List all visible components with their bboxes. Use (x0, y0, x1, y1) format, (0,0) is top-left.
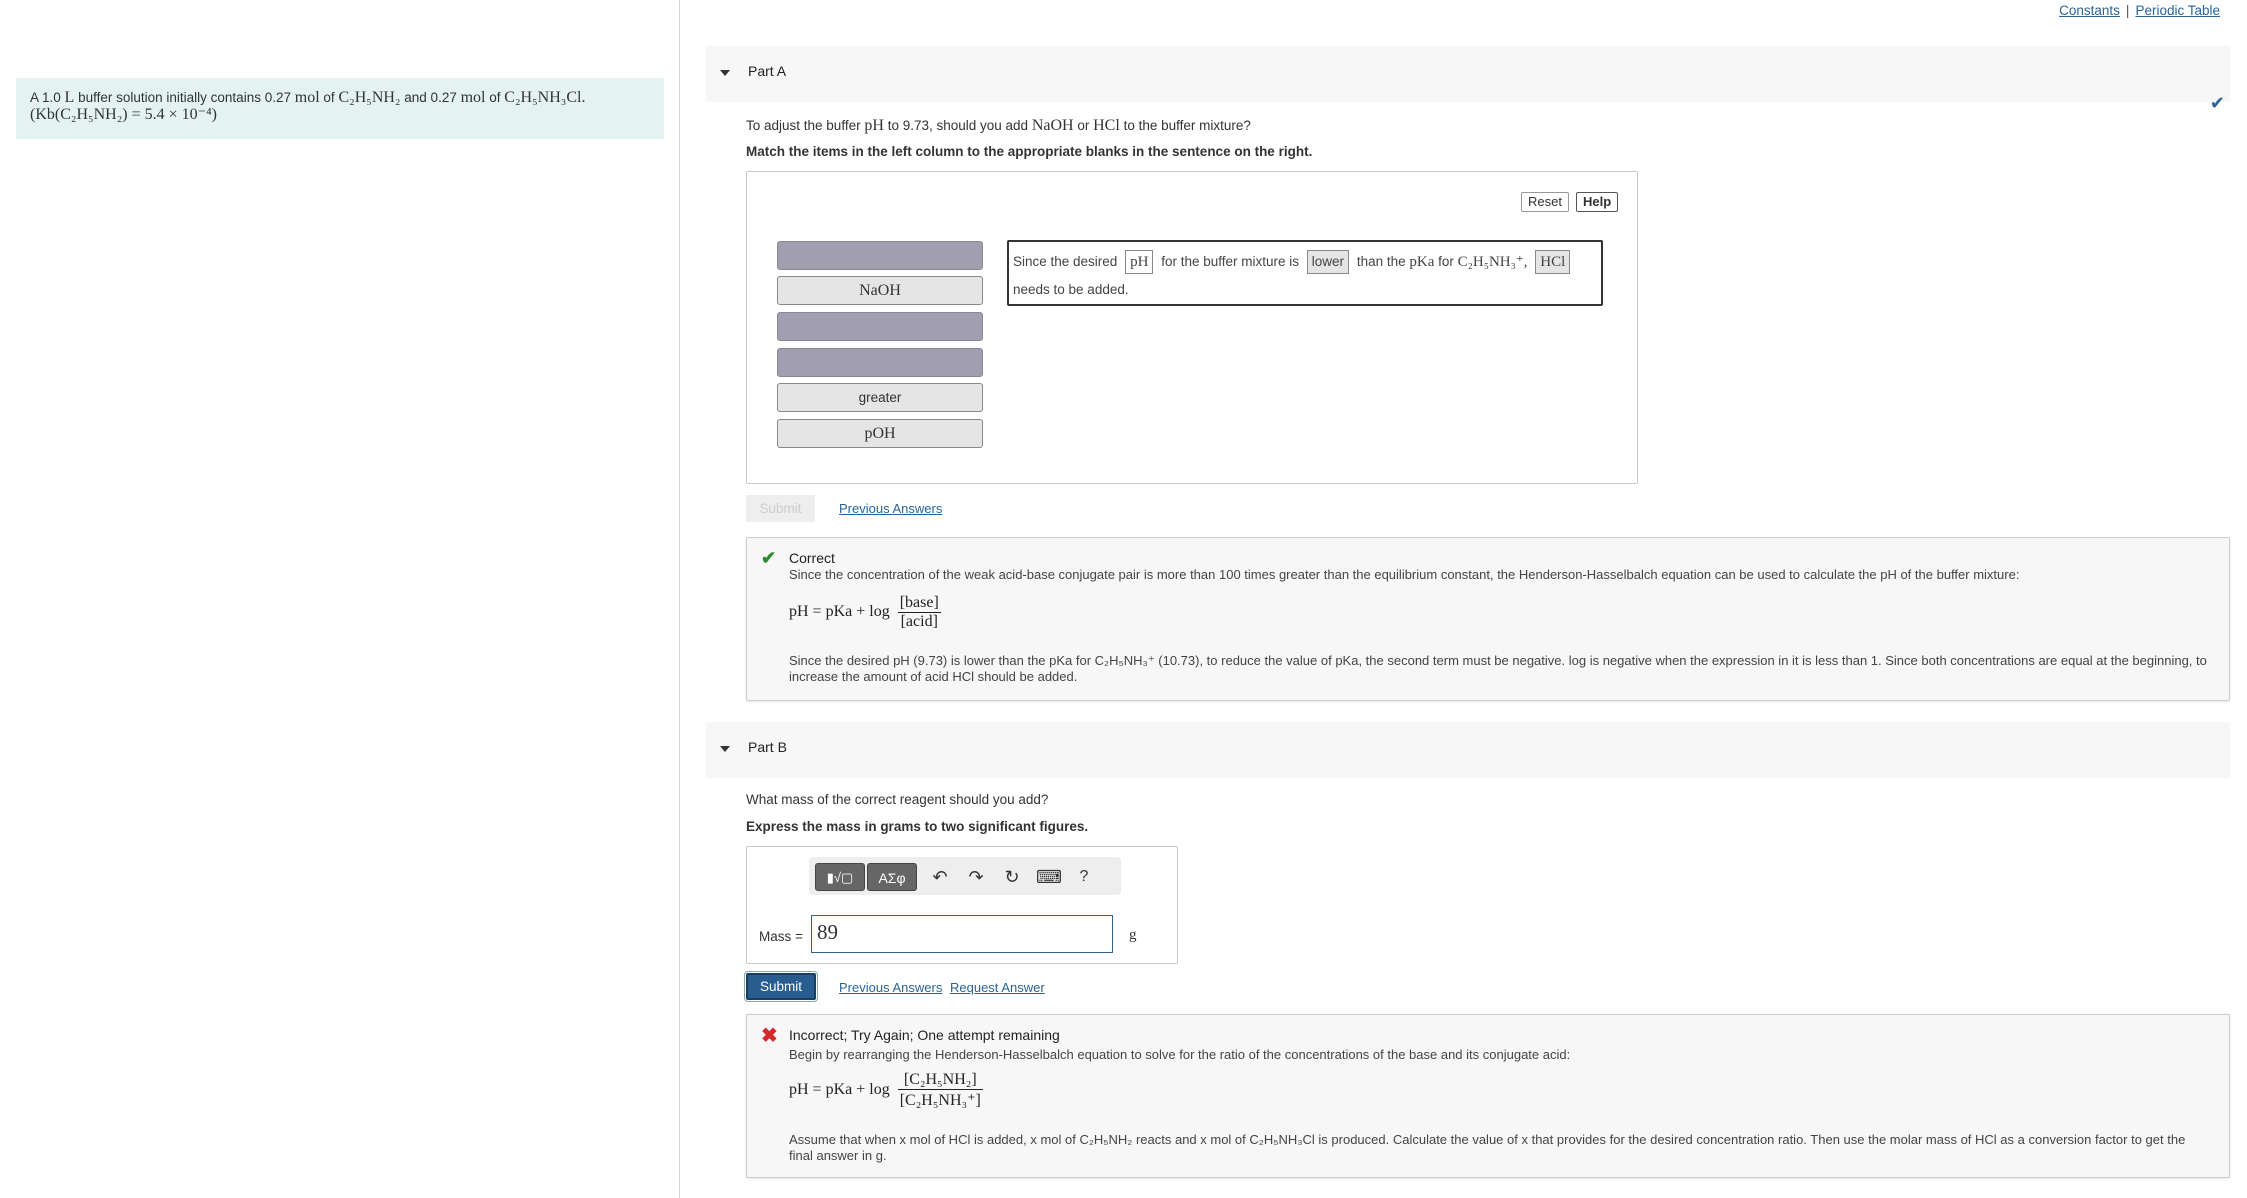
sentence-text: needs to be added. (1013, 282, 1129, 297)
help-icon[interactable]: ? (1079, 868, 1089, 885)
math-toolbar (809, 857, 1121, 895)
problem-text: of (323, 90, 335, 105)
part-a-submit-button[interactable]: Submit (746, 495, 815, 522)
equation-fraction (898, 594, 941, 631)
feedback-text: Assume that when x mol of HCl is added, x mol of C₂H₅NH₂ reacts and x mol of C₂H₅NH₃Cl is produced. Calculate the value of x that provides for the desired concentration ratio. Then use the molar mass of HCl as a conversion factor to get the final answer in g. (789, 1132, 2186, 1163)
sentence-formula: pKa (1409, 254, 1435, 270)
part-b-feedback (746, 1014, 2230, 1178)
question-formula: HCl (1093, 117, 1120, 134)
drag-tile-empty[interactable] (777, 312, 983, 341)
problem-statement (16, 78, 664, 139)
part-b-submit-button[interactable]: Submit (746, 973, 816, 1000)
part-a-previous-answers-link[interactable]: Previous Answers (839, 501, 943, 516)
mass-label: Mass = (759, 929, 803, 944)
henderson-hasselbalch-equation (789, 1071, 983, 1110)
request-answer-link[interactable]: Request Answer (950, 980, 1045, 995)
problem-text: buffer solution initially contains 0.27 (78, 90, 291, 105)
collapse-caret-icon[interactable] (720, 746, 730, 752)
keyboard-icon[interactable]: ⌨ (1036, 867, 1062, 887)
question-text: to the buffer mixture? (1123, 118, 1251, 133)
sentence-text: for (1438, 254, 1454, 269)
answer-area (746, 846, 1178, 964)
problem-formula: C₂H₅NH₃Cl. (504, 89, 586, 106)
tile-label: NaOH (859, 282, 901, 299)
question-text: to 9.73, should you add (887, 118, 1029, 133)
undo-icon[interactable]: ↶ (932, 867, 948, 887)
drag-tile[interactable] (777, 419, 983, 448)
constants-link[interactable]: Constants (2059, 3, 2120, 18)
kb-value: (Kb(C₂H₅NH₂) = 5.4 × 10⁻⁴) (30, 106, 218, 123)
redo-icon[interactable]: ↷ (968, 867, 984, 887)
drag-tile[interactable] (777, 276, 983, 305)
equation-lhs: pH = pKa + log (789, 603, 890, 621)
blank-slot[interactable]: HCl (1535, 250, 1570, 274)
blank-slot[interactable]: pH (1125, 250, 1153, 274)
part-b-instruction: Express the mass in grams to two significant figures. (746, 819, 1089, 834)
top-links (2059, 3, 2220, 18)
fraction-numerator: [base] (899, 594, 939, 611)
feedback-text: Since the concentration of the weak acid-base conjugate pair is more than 100 times greater than the equilibrium constant, the Henderson-Hasselbalch equation can be used to calculate the pH of the buffer mixture: (789, 567, 2020, 582)
problem-unit: L (64, 89, 75, 106)
left-panel (0, 0, 680, 1198)
part-b-header[interactable] (706, 722, 2230, 778)
drag-drop-area (746, 171, 1638, 484)
collapse-caret-icon[interactable] (720, 70, 730, 76)
problem-unit: mol (294, 89, 320, 106)
incorrect-x-icon: ✖ (761, 1025, 778, 1047)
equation-fraction (898, 1071, 983, 1110)
part-b-title: Part B (748, 739, 787, 755)
part-a-complete-check-icon: ✔ (2209, 93, 2225, 113)
sentence-text: Since the desired (1013, 254, 1118, 269)
sentence-formula: C₂H₅NH₃⁺, (1457, 254, 1528, 270)
question-text: To adjust the buffer (746, 118, 861, 133)
help-button[interactable]: Help (1576, 192, 1618, 212)
reset-icon[interactable]: ↻ (1004, 867, 1020, 887)
unit-label: g (1129, 927, 1137, 943)
question-formula: pH (864, 117, 884, 134)
tile-label: pOH (864, 425, 896, 442)
part-b-previous-answers-link[interactable]: Previous Answers (839, 980, 943, 995)
reset-button[interactable]: Reset (1521, 192, 1569, 212)
correct-check-icon: ✔ (761, 548, 777, 568)
henderson-hasselbalch-equation (789, 594, 941, 631)
part-b-question: What mass of the correct reagent should you add? (746, 792, 1049, 807)
part-a-instruction: Match the items in the left column to the appropriate blanks in the sentence on the right. (746, 144, 1313, 159)
problem-text: A 1.0 (30, 90, 61, 105)
drag-tile-empty[interactable] (777, 348, 983, 377)
greek-symbols-button[interactable]: ΑΣφ (867, 863, 917, 891)
target-sentence (1007, 240, 1603, 306)
part-a-title: Part A (748, 63, 787, 79)
sentence-text: than the (1356, 254, 1406, 269)
question-formula: NaOH (1031, 117, 1074, 134)
sentence-text: for the buffer mixture is (1161, 254, 1300, 269)
feedback-title: Incorrect; Try Again; One attempt remaining (789, 1027, 1060, 1043)
periodic-table-link[interactable]: Periodic Table (2135, 3, 2220, 18)
mass-input[interactable]: 89 (811, 915, 1113, 953)
drag-tile-empty[interactable] (777, 241, 983, 270)
problem-formula: C₂H₅NH₂ (338, 89, 401, 106)
equation-lhs: pH = pKa + log (789, 1081, 890, 1099)
part-a-question (746, 117, 1251, 135)
part-a-feedback (746, 537, 2230, 701)
tile-label: greater (858, 390, 902, 405)
drag-tile[interactable] (777, 383, 983, 412)
part-a-header[interactable] (706, 46, 2230, 102)
question-text: or (1077, 118, 1090, 133)
fraction-denominator: [C₂H₅NH₃⁺] (899, 1092, 981, 1109)
templates-button[interactable]: ▮√▢ (815, 863, 865, 891)
problem-text: of (489, 90, 501, 105)
blank-slot[interactable]: lower (1307, 250, 1349, 274)
problem-unit: mol (460, 89, 486, 106)
link-separator: | (2125, 3, 2130, 18)
feedback-text: Begin by rearranging the Henderson-Hasselbalch equation to solve for the ratio of the concentrations of the base and its conjugate acid: (789, 1047, 1571, 1062)
problem-text: and 0.27 (404, 90, 457, 105)
feedback-title: Correct (789, 550, 835, 566)
feedback-text: Since the desired pH (9.73) is lower than the pKa for C₂H₅NH₃⁺ (10.73), to reduce the value of pKa, the second term must be negative. log is negative when the expression in it is less than 1. Since both concentrations are equal at the beginning, to increase the amount of acid HCl should be added. (789, 653, 2207, 684)
fraction-numerator: [C₂H₅NH₂] (898, 1071, 983, 1090)
fraction-denominator: [acid] (900, 613, 938, 630)
